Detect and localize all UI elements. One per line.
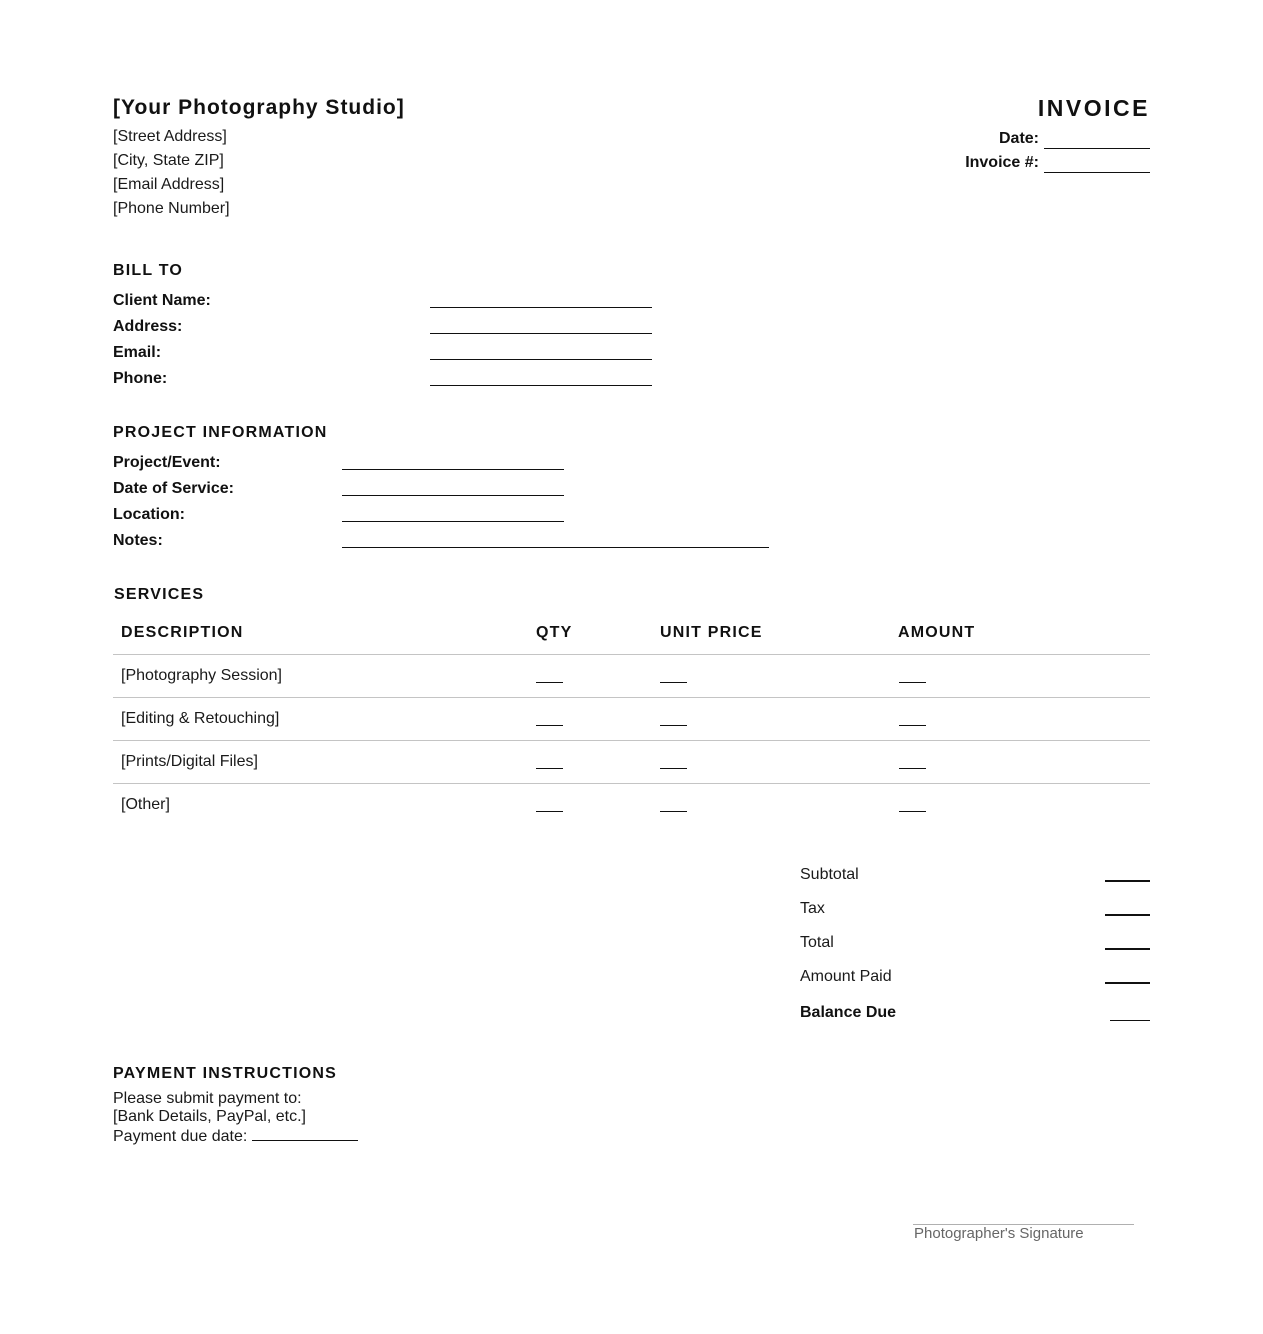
invoice-number-field[interactable] <box>1044 158 1150 173</box>
balance-due-field[interactable] <box>1110 1020 1150 1021</box>
column-header-unit-price: UNIT PRICE <box>660 624 763 641</box>
date-of-service-field[interactable] <box>342 495 564 496</box>
studio-street-address: [Street Address] <box>113 128 227 145</box>
service-description: [Photography Session] <box>121 667 282 684</box>
studio-name: [Your Photography Studio] <box>113 96 405 119</box>
service-amount-field[interactable] <box>899 811 926 812</box>
amount-paid-field[interactable] <box>1105 982 1150 984</box>
client-phone-label: Phone: <box>113 370 168 387</box>
total-label: Total <box>800 934 834 951</box>
payment-due-date-field[interactable] <box>252 1126 358 1141</box>
studio-city-state-zip: [City, State ZIP] <box>113 152 224 169</box>
client-phone-field[interactable] <box>430 385 652 386</box>
service-qty-field[interactable] <box>536 725 563 726</box>
invoice-title: INVOICE <box>1037 95 1150 121</box>
service-unit-price-field[interactable] <box>660 811 687 812</box>
payment-due-date-row <box>113 1126 358 1146</box>
column-header-description: DESCRIPTION <box>121 624 244 641</box>
studio-phone: [Phone Number] <box>113 200 230 217</box>
location-field[interactable] <box>342 521 564 522</box>
services-heading: SERVICES <box>114 586 205 603</box>
project-event-label: Project/Event: <box>113 454 221 471</box>
service-description: [Prints/Digital Files] <box>121 753 258 770</box>
service-amount-field[interactable] <box>899 725 926 726</box>
service-unit-price-field[interactable] <box>660 768 687 769</box>
studio-email: [Email Address] <box>113 176 225 193</box>
row-divider <box>113 740 1150 741</box>
client-email-label: Email: <box>113 344 162 361</box>
client-name-field[interactable] <box>430 307 652 308</box>
payment-methods-text: [Bank Details, PayPal, etc.] <box>113 1108 306 1125</box>
service-amount-field[interactable] <box>899 768 926 769</box>
subtotal-field[interactable] <box>1105 880 1150 882</box>
date-of-service-label: Date of Service: <box>113 480 234 497</box>
column-header-amount: AMOUNT <box>898 624 976 641</box>
project-info-heading: PROJECT INFORMATION <box>113 424 328 441</box>
client-address-label: Address: <box>113 318 183 335</box>
invoice-date-label: Date: <box>998 130 1039 147</box>
header-divider <box>113 654 1150 655</box>
subtotal-label: Subtotal <box>800 866 859 883</box>
service-description: [Other] <box>121 796 170 813</box>
notes-label: Notes: <box>113 532 163 549</box>
bill-to-heading: BILL TO <box>113 262 184 279</box>
location-label: Location: <box>113 506 185 523</box>
invoice-date-row <box>999 129 1150 149</box>
service-description: [Editing & Retouching] <box>121 710 280 727</box>
service-qty-field[interactable] <box>536 768 563 769</box>
invoice-date-field[interactable] <box>1044 134 1150 149</box>
client-name-label: Client Name: <box>113 292 211 309</box>
payment-due-date-label: Payment due date: <box>113 1128 248 1145</box>
service-qty-field[interactable] <box>536 682 563 683</box>
tax-label: Tax <box>800 900 825 917</box>
column-header-qty: QTY <box>536 624 573 641</box>
amount-paid-label: Amount Paid <box>800 968 892 985</box>
service-unit-price-field[interactable] <box>660 682 687 683</box>
signature-label: Photographer's Signature <box>914 1225 1084 1242</box>
tax-field[interactable] <box>1105 914 1150 916</box>
client-address-field[interactable] <box>430 333 652 334</box>
total-field[interactable] <box>1105 948 1150 950</box>
balance-due-label: Balance Due <box>800 1004 897 1021</box>
invoice-number-row <box>965 153 1150 173</box>
service-unit-price-field[interactable] <box>660 725 687 726</box>
service-qty-field[interactable] <box>536 811 563 812</box>
client-email-field[interactable] <box>430 359 652 360</box>
row-divider <box>113 697 1150 698</box>
invoice-number-label: Invoice #: <box>965 154 1039 171</box>
payment-instructions-line: Please submit payment to: <box>113 1090 302 1107</box>
notes-field[interactable] <box>342 547 769 548</box>
project-event-field[interactable] <box>342 469 564 470</box>
payment-instructions-heading: PAYMENT INSTRUCTIONS <box>113 1065 338 1082</box>
row-divider <box>113 783 1150 784</box>
service-amount-field[interactable] <box>899 682 926 683</box>
